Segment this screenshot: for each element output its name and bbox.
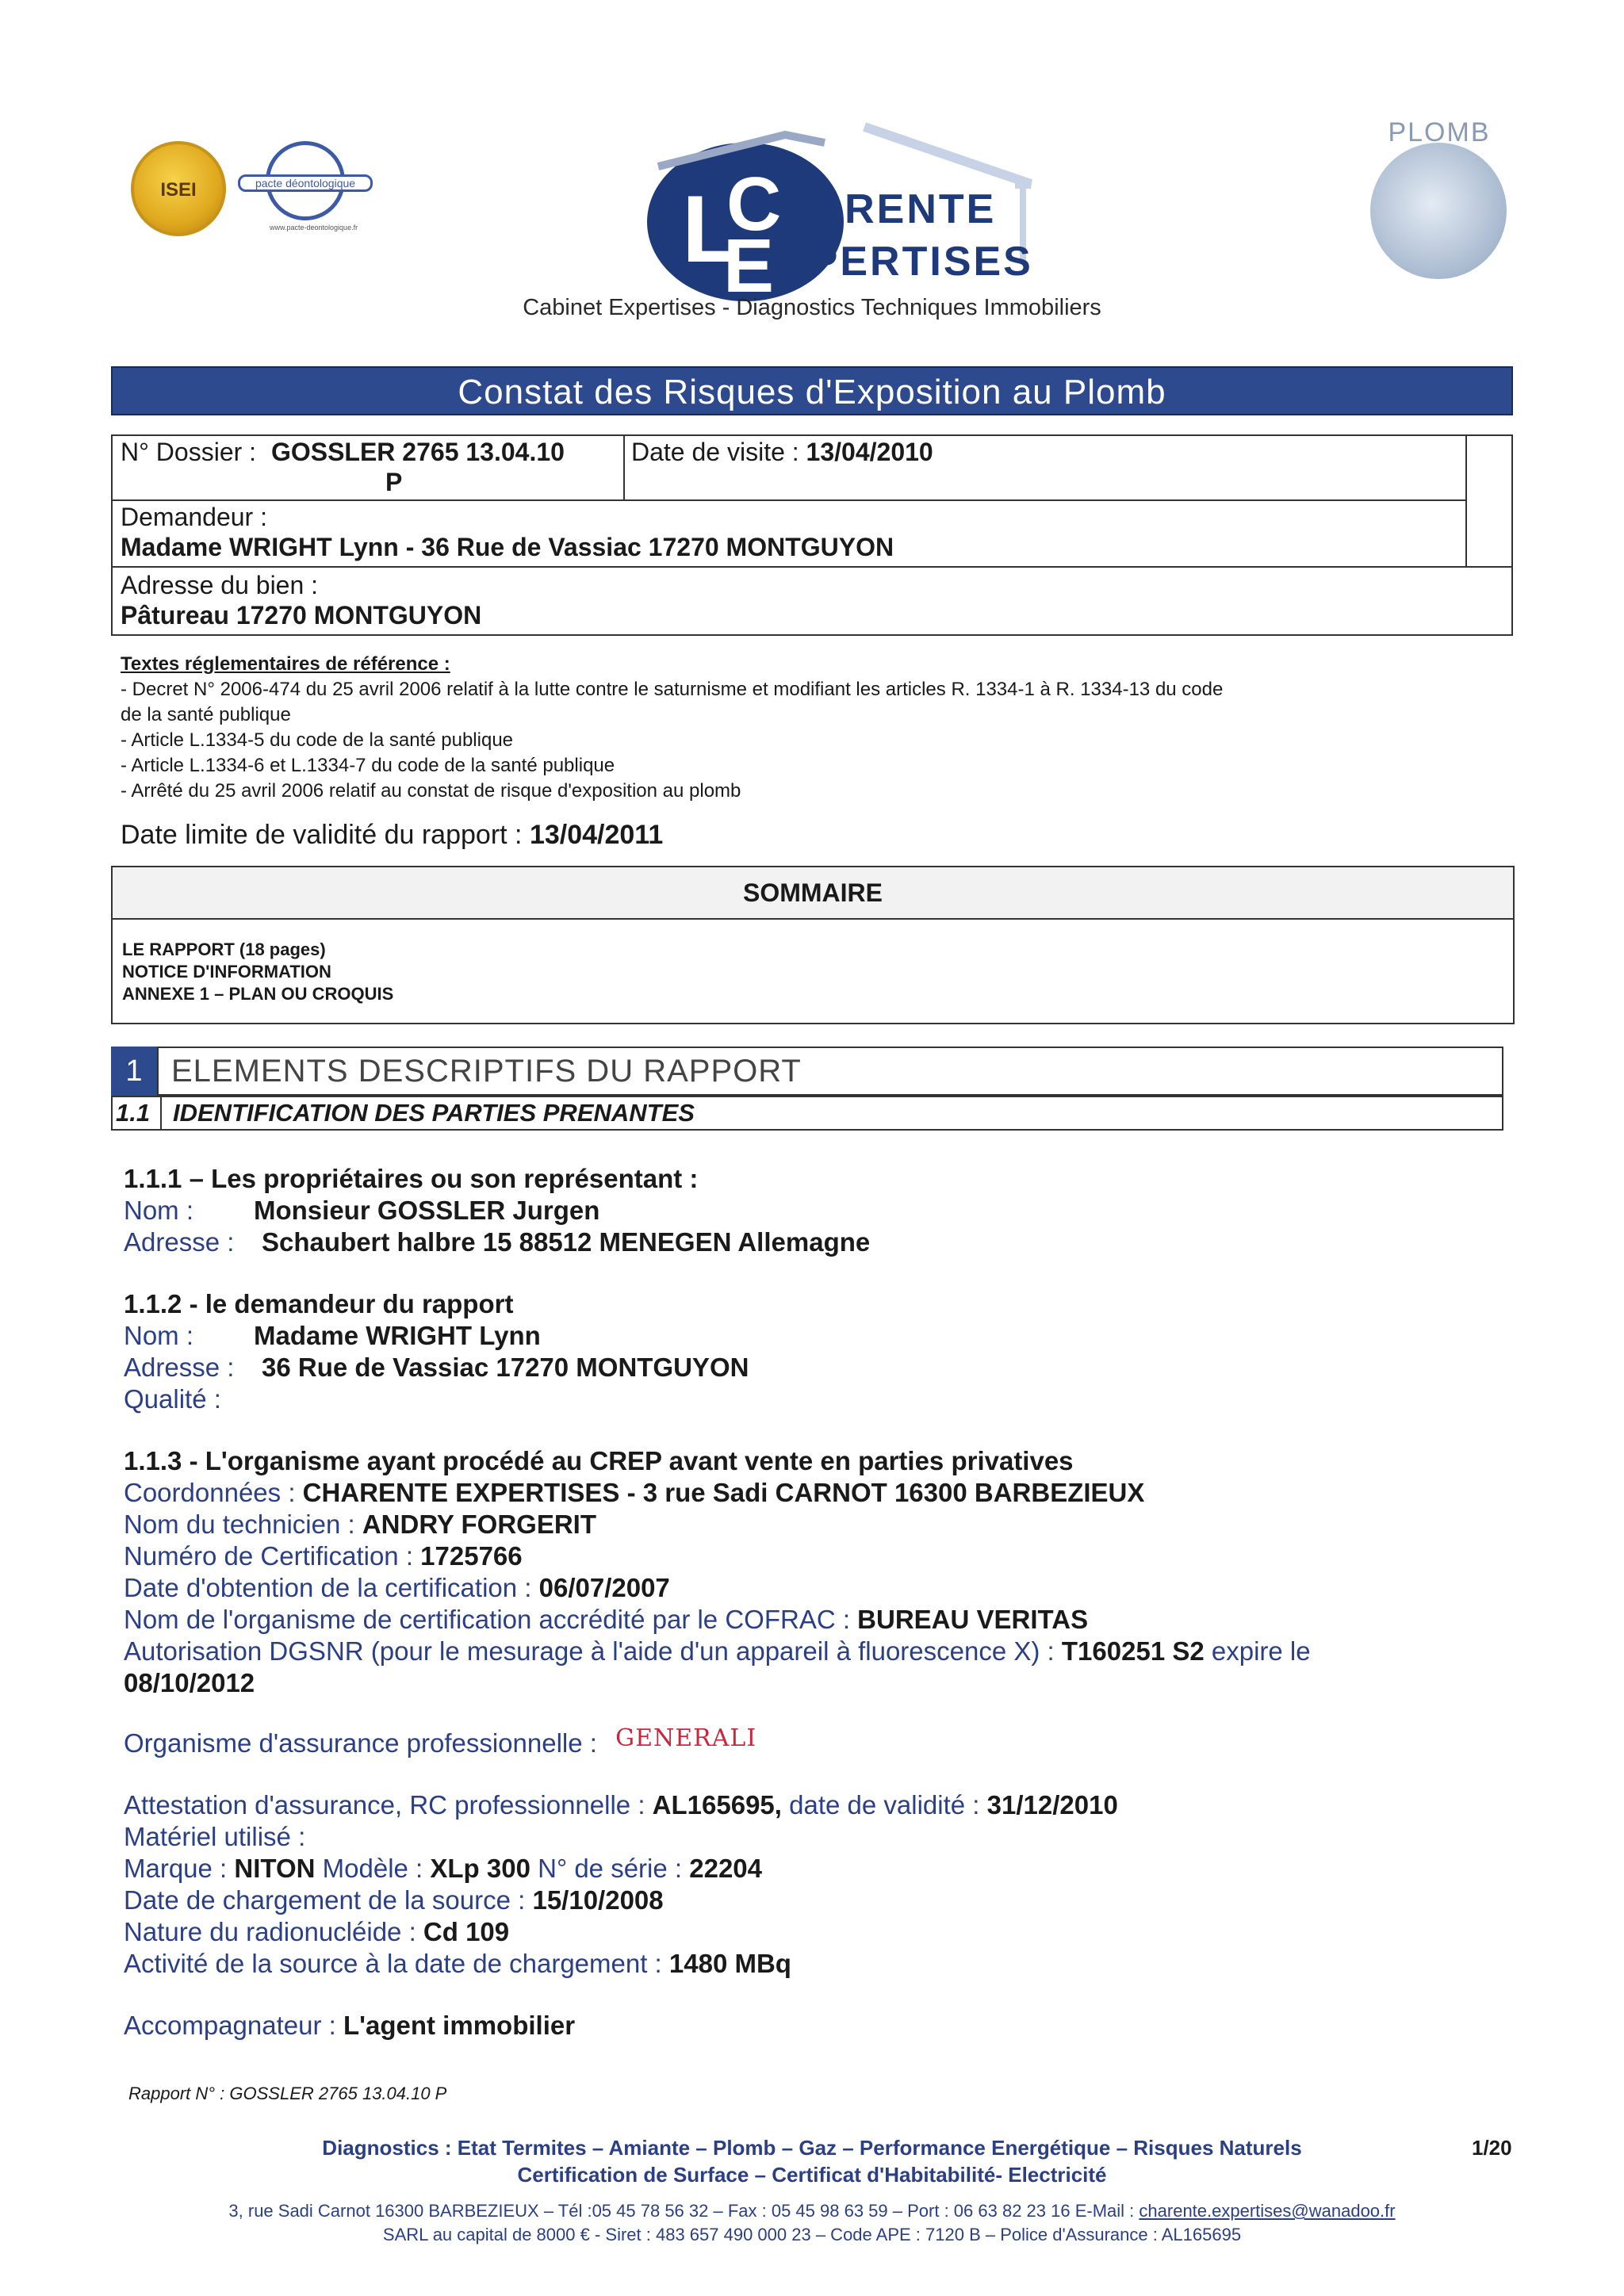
footer-legal: SARL au capital de 8000 € - Siret : 483 657 490 000 23 – Code APE : 7120 B – Police d'Assurance : AL165695 xyxy=(382,2225,1242,2244)
source-charge-label: Date de chargement de la source : xyxy=(124,1885,526,1915)
demandeur-label: Demandeur : xyxy=(121,503,267,531)
owner-name-label: Nom : xyxy=(124,1196,194,1225)
charente-expertises-logo xyxy=(587,111,1078,301)
dgsnr-label: Autorisation DGSNR (pour le mesurage à l'aide d'un appareil à fluorescence X) : xyxy=(124,1636,1055,1666)
reference-line: de la santé publique xyxy=(121,704,291,725)
owner-address-label: Adresse : xyxy=(124,1227,235,1257)
reference-heading: Textes réglementaires de référence : xyxy=(121,653,450,675)
svg-text:E: E xyxy=(723,224,775,301)
serial-label: N° de série : xyxy=(538,1854,683,1883)
owners-heading: 1.1.1 – Les propriétaires ou son représentant : xyxy=(124,1164,699,1193)
reference-line: - Decret N° 2006-474 du 25 avril 2006 relatif à la lutte contre le saturnisme et modifiant les articles R. 1334-1 à R. 1334-13 du code xyxy=(121,679,1224,700)
requester-address-value: 36 Rue de Vassiac 17270 MONTGUYON xyxy=(262,1353,749,1382)
dgsnr-expire-label: expire le xyxy=(1211,1636,1311,1666)
dossier-value: GOSSLER 2765 13.04.10 xyxy=(270,438,565,466)
dgsnr-value: T160251 S2 xyxy=(1061,1636,1205,1666)
summary-box xyxy=(111,866,1515,1024)
companion-label: Accompagnateur : xyxy=(124,2011,336,2040)
section-title: ELEMENTS DESCRIPTIFS DU RAPPORT xyxy=(157,1047,1503,1096)
source-activity-label: Activité de la source à la date de chargement : xyxy=(124,1949,662,1978)
insurance-label: Organisme d'assurance professionnelle : xyxy=(124,1728,597,1758)
pacte-band: pacte déontologique xyxy=(238,174,373,192)
brand-value: NITON xyxy=(234,1854,316,1883)
subsection-number: 1.1 xyxy=(116,1099,151,1127)
insurance-line xyxy=(124,1724,757,1758)
coordinates-line xyxy=(124,1478,1144,1508)
plomb-sample-icon xyxy=(1370,143,1507,279)
summary-heading: SOMMAIRE xyxy=(113,867,1513,920)
report-number: Rapport N° : GOSSLER 2765 13.04.10 P xyxy=(128,2084,447,2103)
page-title: Constat des Risques d'Exposition au Plomb xyxy=(458,373,1166,411)
technician-value: ANDRY FORGERIT xyxy=(362,1510,597,1539)
radionuclide-value: Cd 109 xyxy=(423,1917,510,1946)
visite-label: Date de visite : xyxy=(631,438,799,466)
certification-value: 1725766 xyxy=(420,1541,523,1571)
visite-value: 13/04/2010 xyxy=(806,438,933,466)
certification-label: Numéro de Certification : xyxy=(124,1541,413,1571)
footer-services: Diagnostics : Etat Termites – Amiante – Plomb – Gaz – Performance Energétique – Risques Naturels xyxy=(322,2136,1302,2160)
attestation-value: AL165695, xyxy=(652,1790,782,1820)
visite-cell xyxy=(631,438,933,467)
serial-value: 22204 xyxy=(689,1854,762,1883)
summary-item: LE RAPPORT (18 pages) xyxy=(122,939,326,959)
info-table xyxy=(111,434,1513,636)
technician-line xyxy=(124,1510,596,1540)
isei-logo-text: ISEI xyxy=(160,179,197,201)
source-charge-value: 15/10/2008 xyxy=(532,1885,664,1915)
pacte-deontologique-logo xyxy=(238,141,373,232)
footer-email-link[interactable]: charente.expertises@wanadoo.fr xyxy=(1139,2201,1396,2221)
source-activity-value: 1480 MBq xyxy=(668,1949,791,1978)
subsection-header xyxy=(111,1096,1503,1131)
owner-name-value: Monsieur GOSSLER Jurgen xyxy=(254,1196,600,1225)
demandeur-value: Madame WRIGHT Lynn - 36 Rue de Vassiac 17270 MONTGUYON xyxy=(121,533,894,561)
section-number: 1 xyxy=(111,1047,157,1096)
page-number: 1/20 xyxy=(1472,2136,1512,2160)
owner-address-value: Schaubert halbre 15 88512 MENEGEN Allemagne xyxy=(262,1227,871,1257)
brand-line-1: HARENTE xyxy=(780,186,997,232)
coordinates-value: CHARENTE EXPERTISES - 3 rue Sadi CARNOT 16300 BARBEZIEUX xyxy=(302,1478,1145,1507)
generali-logo: GENERALI xyxy=(615,1724,757,1752)
attestation-validity-label: date de validité : xyxy=(789,1790,980,1820)
equipment-label: Matériel utilisé : xyxy=(124,1822,306,1851)
brand-label: Marque : xyxy=(124,1854,228,1883)
reference-texts xyxy=(121,652,1223,804)
organism-heading: 1.1.3 - L'organisme ayant procédé au CREP avant vente en parties privatives xyxy=(124,1446,1074,1475)
coordinates-label: Coordonnées : xyxy=(124,1478,296,1507)
tagline: Cabinet Expertises - Diagnostics Techniques Immobiliers xyxy=(523,295,1101,320)
radionuclide-line xyxy=(124,1917,509,1947)
pacte-url: www.pacte-deontologique.fr xyxy=(270,224,358,232)
summary-item: ANNEXE 1 – PLAN OU CROQUIS xyxy=(122,984,394,1004)
requester-address-label: Adresse : xyxy=(124,1353,235,1382)
model-label: Modèle : xyxy=(322,1854,423,1883)
cofrac-label: Nom de l'organisme de certification accrédité par le COFRAC : xyxy=(124,1605,850,1634)
brand-line-2: XPERTISES xyxy=(780,239,1033,285)
validity-label: Date limite de validité du rapport : xyxy=(121,820,523,850)
validity-date xyxy=(121,820,663,851)
validity-value: 13/04/2011 xyxy=(529,820,664,850)
source-activity-line xyxy=(124,1949,791,1979)
requester-heading: 1.1.2 - le demandeur du rapport xyxy=(124,1289,514,1318)
svg-text:L: L xyxy=(682,176,741,282)
technician-label: Nom du technicien : xyxy=(124,1510,355,1539)
footer-contact xyxy=(0,2201,1624,2221)
attestation-line xyxy=(124,1790,1118,1820)
requester-name-label: Nom : xyxy=(124,1321,194,1350)
footer-contact-text: 3, rue Sadi Carnot 16300 BARBEZIEUX – Tél :05 45 78 56 32 – Fax : 05 45 98 63 59 – Port : 06 63 82 23 16 E-Mail : xyxy=(228,2201,1135,2221)
cofrac-line xyxy=(124,1605,1088,1635)
dgsnr-line xyxy=(124,1636,1311,1667)
dossier-cell xyxy=(121,438,565,467)
plomb-logo-text: PLOMB xyxy=(1388,117,1491,147)
summary-items xyxy=(122,939,393,1005)
title-banner xyxy=(111,366,1513,415)
adresse-bien-value: Pâtureau 17270 MONTGUYON xyxy=(121,601,482,629)
requester-name-value: Madame WRIGHT Lynn xyxy=(254,1321,541,1350)
adresse-bien-label: Adresse du bien : xyxy=(121,571,319,599)
equipment-line xyxy=(124,1854,762,1884)
attestation-label: Attestation d'assurance, RC professionnelle : xyxy=(124,1790,645,1820)
section-1-header xyxy=(111,1047,1503,1132)
requester-quality-label: Qualité : xyxy=(124,1384,221,1414)
subsection-title: IDENTIFICATION DES PARTIES PRENANTES xyxy=(173,1099,695,1127)
certification-date-value: 06/07/2007 xyxy=(538,1573,670,1602)
summary-item: NOTICE D'INFORMATION xyxy=(122,962,331,982)
dgsnr-expire-date: 08/10/2012 xyxy=(124,1668,255,1697)
attestation-validity-value: 31/12/2010 xyxy=(986,1790,1118,1820)
reference-line: - Arrêté du 25 avril 2006 relatif au constat de risque d'exposition au plomb xyxy=(121,780,741,802)
footer-services-2: Certification de Surface – Certificat d'Habitabilité- Electricité xyxy=(517,2163,1107,2187)
isei-logo xyxy=(131,141,226,236)
certification-date-line xyxy=(124,1573,670,1603)
certification-line xyxy=(124,1541,523,1571)
svg-text:C: C xyxy=(726,162,782,247)
dossier-value-suffix: P xyxy=(385,468,403,496)
companion-line xyxy=(124,2011,575,2041)
radionuclide-label: Nature du radionucléide : xyxy=(124,1917,416,1946)
cofrac-value: BUREAU VERITAS xyxy=(857,1605,1089,1634)
dossier-label: N° Dossier : xyxy=(121,438,257,466)
reference-line: - Article L.1334-5 du code de la santé publique xyxy=(121,729,514,751)
source-charge-line xyxy=(124,1885,664,1915)
plomb-logo xyxy=(1364,117,1515,268)
companion-value: L'agent immobilier xyxy=(343,2011,576,2040)
model-value: XLp 300 xyxy=(430,1854,530,1883)
certification-date-label: Date d'obtention de la certification : xyxy=(124,1573,532,1602)
reference-line: - Article L.1334-6 et L.1334-7 du code de la santé publique xyxy=(121,755,615,776)
